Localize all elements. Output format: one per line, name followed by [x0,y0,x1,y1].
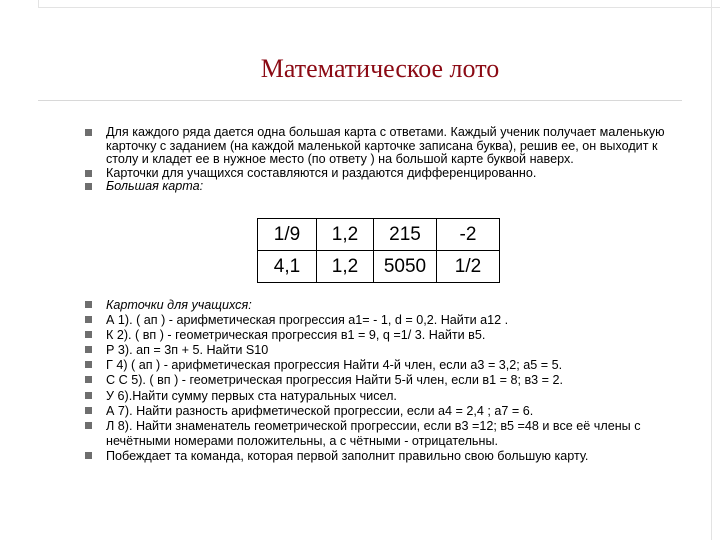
bullet-item [0,449,666,464]
bullet-item [0,313,666,328]
bullet-item [0,167,666,181]
bullet-item [0,419,666,449]
bullet-item [0,298,666,313]
bullet-text: А 7). Найти разность арифметической прогрессии, если а4 = 2,4 ; а7 = 6. [106,403,534,418]
square-bullet-icon [85,376,92,383]
bullet-text: Карточки для учащихся составляются и раздаются дифференцированно. [106,165,537,180]
bullet-text: Побеждает та команда, которая первой заполнит правильно свою большую карту. [106,448,589,463]
square-bullet-icon [85,422,92,429]
square-bullet-icon [85,361,92,368]
bullet-text: Г 4) ( ап ) - арифметическая прогрессия Найти 4-й член, если а3 = 3,2; а5 = 5. [106,358,563,373]
bullet-item [0,358,666,373]
answer-row [258,251,500,283]
answer-cell: -2 [437,219,500,251]
bullet-item [0,404,666,419]
bullet-item [0,373,666,388]
square-bullet-icon [85,301,92,308]
answer-cell: 1,2 [317,219,374,251]
answer-cell: 1/2 [437,251,500,283]
bullet-item [0,343,666,358]
bullet-text: А 1). ( ап ) - арифметическая прогрессия а1= - 1, d = 0,2. Найти а12 . [106,313,509,328]
cards-bullet-list [0,298,666,464]
bullet-text: Л 8). Найти знаменатель геометрической прогрессии, если в3 =12; в5 =48 и все её члены с нечётными номерами положительны, а с чётными - отрицательны. [106,418,641,448]
answer-cell: 4,1 [258,251,317,283]
bullet-text: Р 3). ап = 3п + 5. Найти S10 [106,343,269,358]
bullet-text: С С 5). ( вп ) - геометрическая прогрессия Найти 5-й член, если в1 = 8; в3 = 2. [106,373,564,388]
slide-title: Математическое лото [260,54,500,83]
bullet-text: Большая карта: [106,179,204,194]
square-bullet-icon [85,407,92,414]
bullet-text: К 2). ( вп ) - геометрическая прогрессия в1 = 9, q =1/ 3. Найти в5. [106,328,486,343]
answer-row [258,219,500,251]
square-bullet-icon [85,452,92,459]
square-bullet-icon [85,331,92,338]
square-bullet-icon [85,183,92,190]
answer-card-table [257,218,500,283]
square-bullet-icon [85,392,92,399]
bullet-text: У 6).Найти сумму первых ста натуральных чисел. [106,388,397,403]
title-divider [38,100,682,101]
bullet-item [0,126,666,167]
bullet-item [0,180,666,194]
square-bullet-icon [85,346,92,353]
square-bullet-icon [85,316,92,323]
bullet-item [0,328,666,343]
answer-cell: 1,2 [317,251,374,283]
bullet-text: Для каждого ряда дается одна большая карта с ответами. Каждый ученик получает маленькую карточку с заданием (на каждой маленькой карточке записана буква), решив ее, он выходит к столу и кладет ее в нужное место (по ответу ) на большой карте буквой наверх. [106,125,665,167]
square-bullet-icon [85,170,92,177]
intro-bullet-list [0,126,666,194]
slide-frame-top [38,0,720,8]
bullet-item [0,389,666,404]
square-bullet-icon [85,129,92,136]
bullet-text: Карточки для учащихся: [106,298,252,312]
answer-cell: 1/9 [258,219,317,251]
answer-cell: 215 [374,219,437,251]
answer-cell: 5050 [374,251,437,283]
